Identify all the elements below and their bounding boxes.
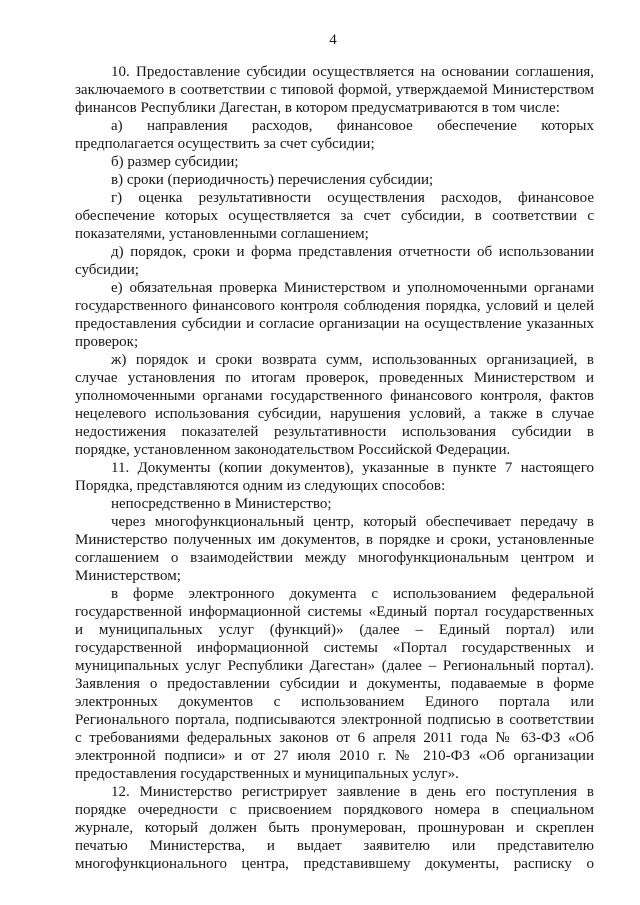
text-line: Заявления о предоставлении субсидии и документы, подаваемые в форме: [75, 676, 594, 692]
text-line: финансов Республики Дагестан, в котором предусматриваются в том числе:: [75, 100, 560, 116]
text-line: Регионального портала, подписываются электронной подписью в соответствии: [75, 712, 594, 728]
text-line: уполномоченными органами государственного финансового контроля, фактов: [75, 388, 594, 404]
text-line: показателями, установленными соглашением;: [75, 226, 369, 242]
text-line: порядке, установленном законодательством Российской Федерации.: [75, 442, 511, 458]
text-line: заключаемого в соответствии с типовой формой, утверждаемой Министерством: [75, 82, 594, 98]
clause-12: [75, 783, 594, 873]
text-line: многофункционального центра, представившему документы, расписку о: [75, 856, 594, 872]
text-line: журнале, который должен быть пронумерован, прошнурован и скреплен: [75, 820, 594, 836]
text-line: в) сроки (периодичность) перечисления субсидии;: [111, 172, 434, 188]
subclause-zh: [75, 351, 594, 459]
text-line: предполагается осуществить за счет субсидии;: [75, 136, 375, 152]
text-line: через многофункциональный центр, который обеспечивает передачу в: [111, 514, 594, 530]
text-line: недостижения показателей результативности использования субсидии в: [75, 424, 594, 440]
page-number: 4: [329, 32, 337, 48]
text-line: 11. Документы (копии документов), указанные в пункте 7 настоящего: [111, 460, 594, 476]
text-line: с требованиями федеральных законов от 6 апреля 2011 года № 63-ФЗ «Об: [75, 730, 594, 746]
text-line: электронных документов с использованием Единого портала или: [75, 694, 594, 710]
method-mfc: [75, 513, 594, 585]
text-line: муниципальных услуг Республики Дагестан» (далее – Региональный портал).: [75, 658, 594, 674]
text-line: печатью Министерства, и выдает заявителю или представителю: [75, 838, 594, 854]
text-line: а) направления расходов, финансовое обеспечение которых: [111, 118, 594, 134]
method-direct: [75, 495, 594, 513]
subclause-e: [75, 279, 594, 351]
text-line: государственной информационной системы «Единый портал государственных: [75, 604, 594, 620]
text-line: Министерством;: [75, 568, 181, 584]
text-line: 12. Министерство регистрирует заявление в день его поступления в: [111, 784, 594, 800]
text-line: ж) порядок и сроки возврата сумм, использованных организацией, в: [111, 352, 594, 368]
text-line: порядке очередности с присвоением порядкового номера в специальном: [75, 802, 594, 818]
clause-11: [75, 459, 594, 495]
subclause-b: [75, 153, 594, 171]
text-line: б) размер субсидии;: [111, 154, 239, 170]
text-line: обеспечение которых осуществляется за счет субсидии, в соответствии с: [75, 208, 594, 224]
document-body: [75, 63, 594, 873]
text-line: Порядка, представляются одним из следующих способов:: [75, 478, 446, 494]
text-line: государственной информационной системы «Портал государственных и: [75, 640, 594, 656]
text-line: субсидии;: [75, 262, 139, 278]
text-line: 10. Предоставление субсидии осуществляется на основании соглашения,: [111, 64, 594, 80]
subclause-v: [75, 171, 594, 189]
text-line: е) обязательная проверка Министерством и уполномоченными органами: [111, 280, 594, 296]
method-electronic: [75, 585, 594, 783]
text-line: в форме электронного документа с использованием федеральной: [111, 586, 594, 602]
text-line: проверок;: [75, 334, 139, 350]
text-line: г) оценка результативности осуществления расходов, финансовое: [111, 190, 594, 206]
text-line: предоставления субсидии и согласие организации на осуществление указанных: [75, 316, 594, 332]
text-line: Министерство полученных им документов, в порядке и сроки, установленные: [75, 532, 594, 548]
text-line: электронной подписи» и от 27 июля 2010 г. № 210-ФЗ «Об организации: [75, 748, 594, 764]
text-line: и муниципальных услуг (функций)» (далее – Единый портал) или: [75, 622, 594, 638]
text-line: случае установления по итогам проверок, проведенных Министерством и: [75, 370, 594, 386]
text-line: предоставления государственных и муниципальных услуг».: [75, 766, 459, 782]
subclause-d: [75, 243, 594, 279]
clause-10: [75, 63, 594, 117]
text-line: нецелевого использования субсидии, нарушения условий, а также в случае: [75, 406, 594, 422]
subclause-g: [75, 189, 594, 243]
text-line: непосредственно в Министерство;: [111, 496, 332, 512]
text-line: соглашением о взаимодействии между многофункциональным центром и: [75, 550, 594, 566]
text-line: д) порядок, сроки и форма представления отчетности об использовании: [111, 244, 594, 260]
subclause-a: [75, 117, 594, 153]
text-line: государственного финансового контроля соблюдения порядка, условий и целей: [75, 298, 594, 314]
